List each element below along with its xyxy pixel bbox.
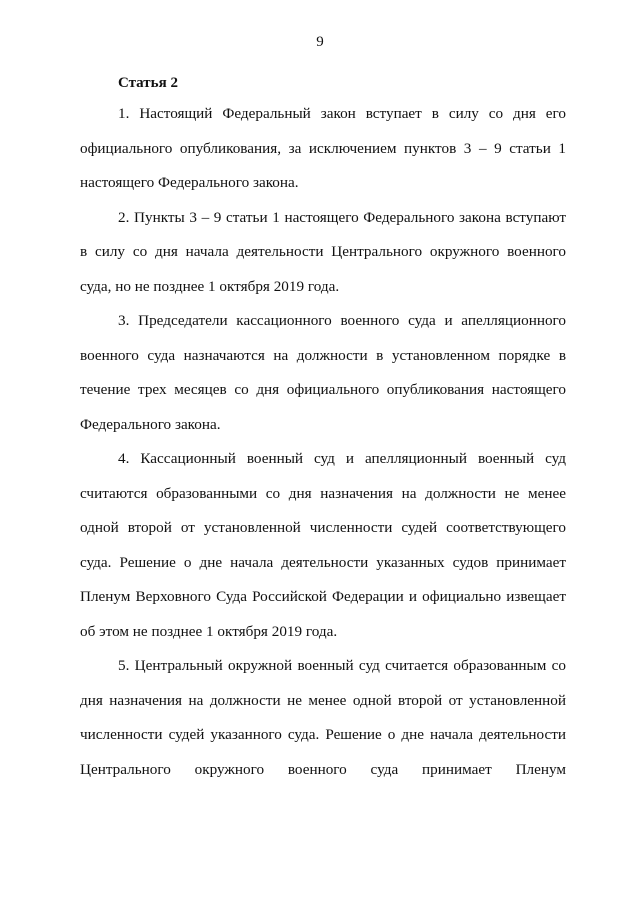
paragraph-2: 2. Пункты 3 – 9 статьи 1 настоящего Федерального закона вступают в силу со дня начала деятельности Центрального окружного военного суда, но не позднее 1 октября 2019 года. <box>80 208 566 295</box>
article-heading: Статья 2 <box>118 75 178 91</box>
paragraph-1: 1. Настоящий Федеральный закон вступает в силу со дня его официального опубликования, за исключением пунктов 3 – 9 статьи 1 настоящего Федерального закона. <box>80 105 566 191</box>
paragraph-5: 5. Центральный окружной военный суд считается образованным со дня назначения на должности не менее одной второй от установленной численности судей указанного суда. Решение о дне начала деятельности Центрального окружного военного суда принимает Пленум <box>80 657 566 778</box>
paragraph-3: 3. Председатели кассационного военного суда и апелляционного военного суда назначаются на должности в установленном порядке в течение трех месяцев со дня официального опубликования настоящего Федерального закона. <box>80 312 566 433</box>
paragraph-4: 4. Кассационный военный суд и апелляционный военный суд считаются образованными со дня назначения на должности не менее одной второй от установленной численности судей соответствующего суда. Решение о дне начала деятельности указанных судов принимает Пленум Верховного Суда Российской Федерации и официально извещает об этом не позднее 1 октября 2019 года. <box>80 450 566 640</box>
article-body <box>80 97 566 787</box>
page-number: 9 <box>316 34 324 50</box>
